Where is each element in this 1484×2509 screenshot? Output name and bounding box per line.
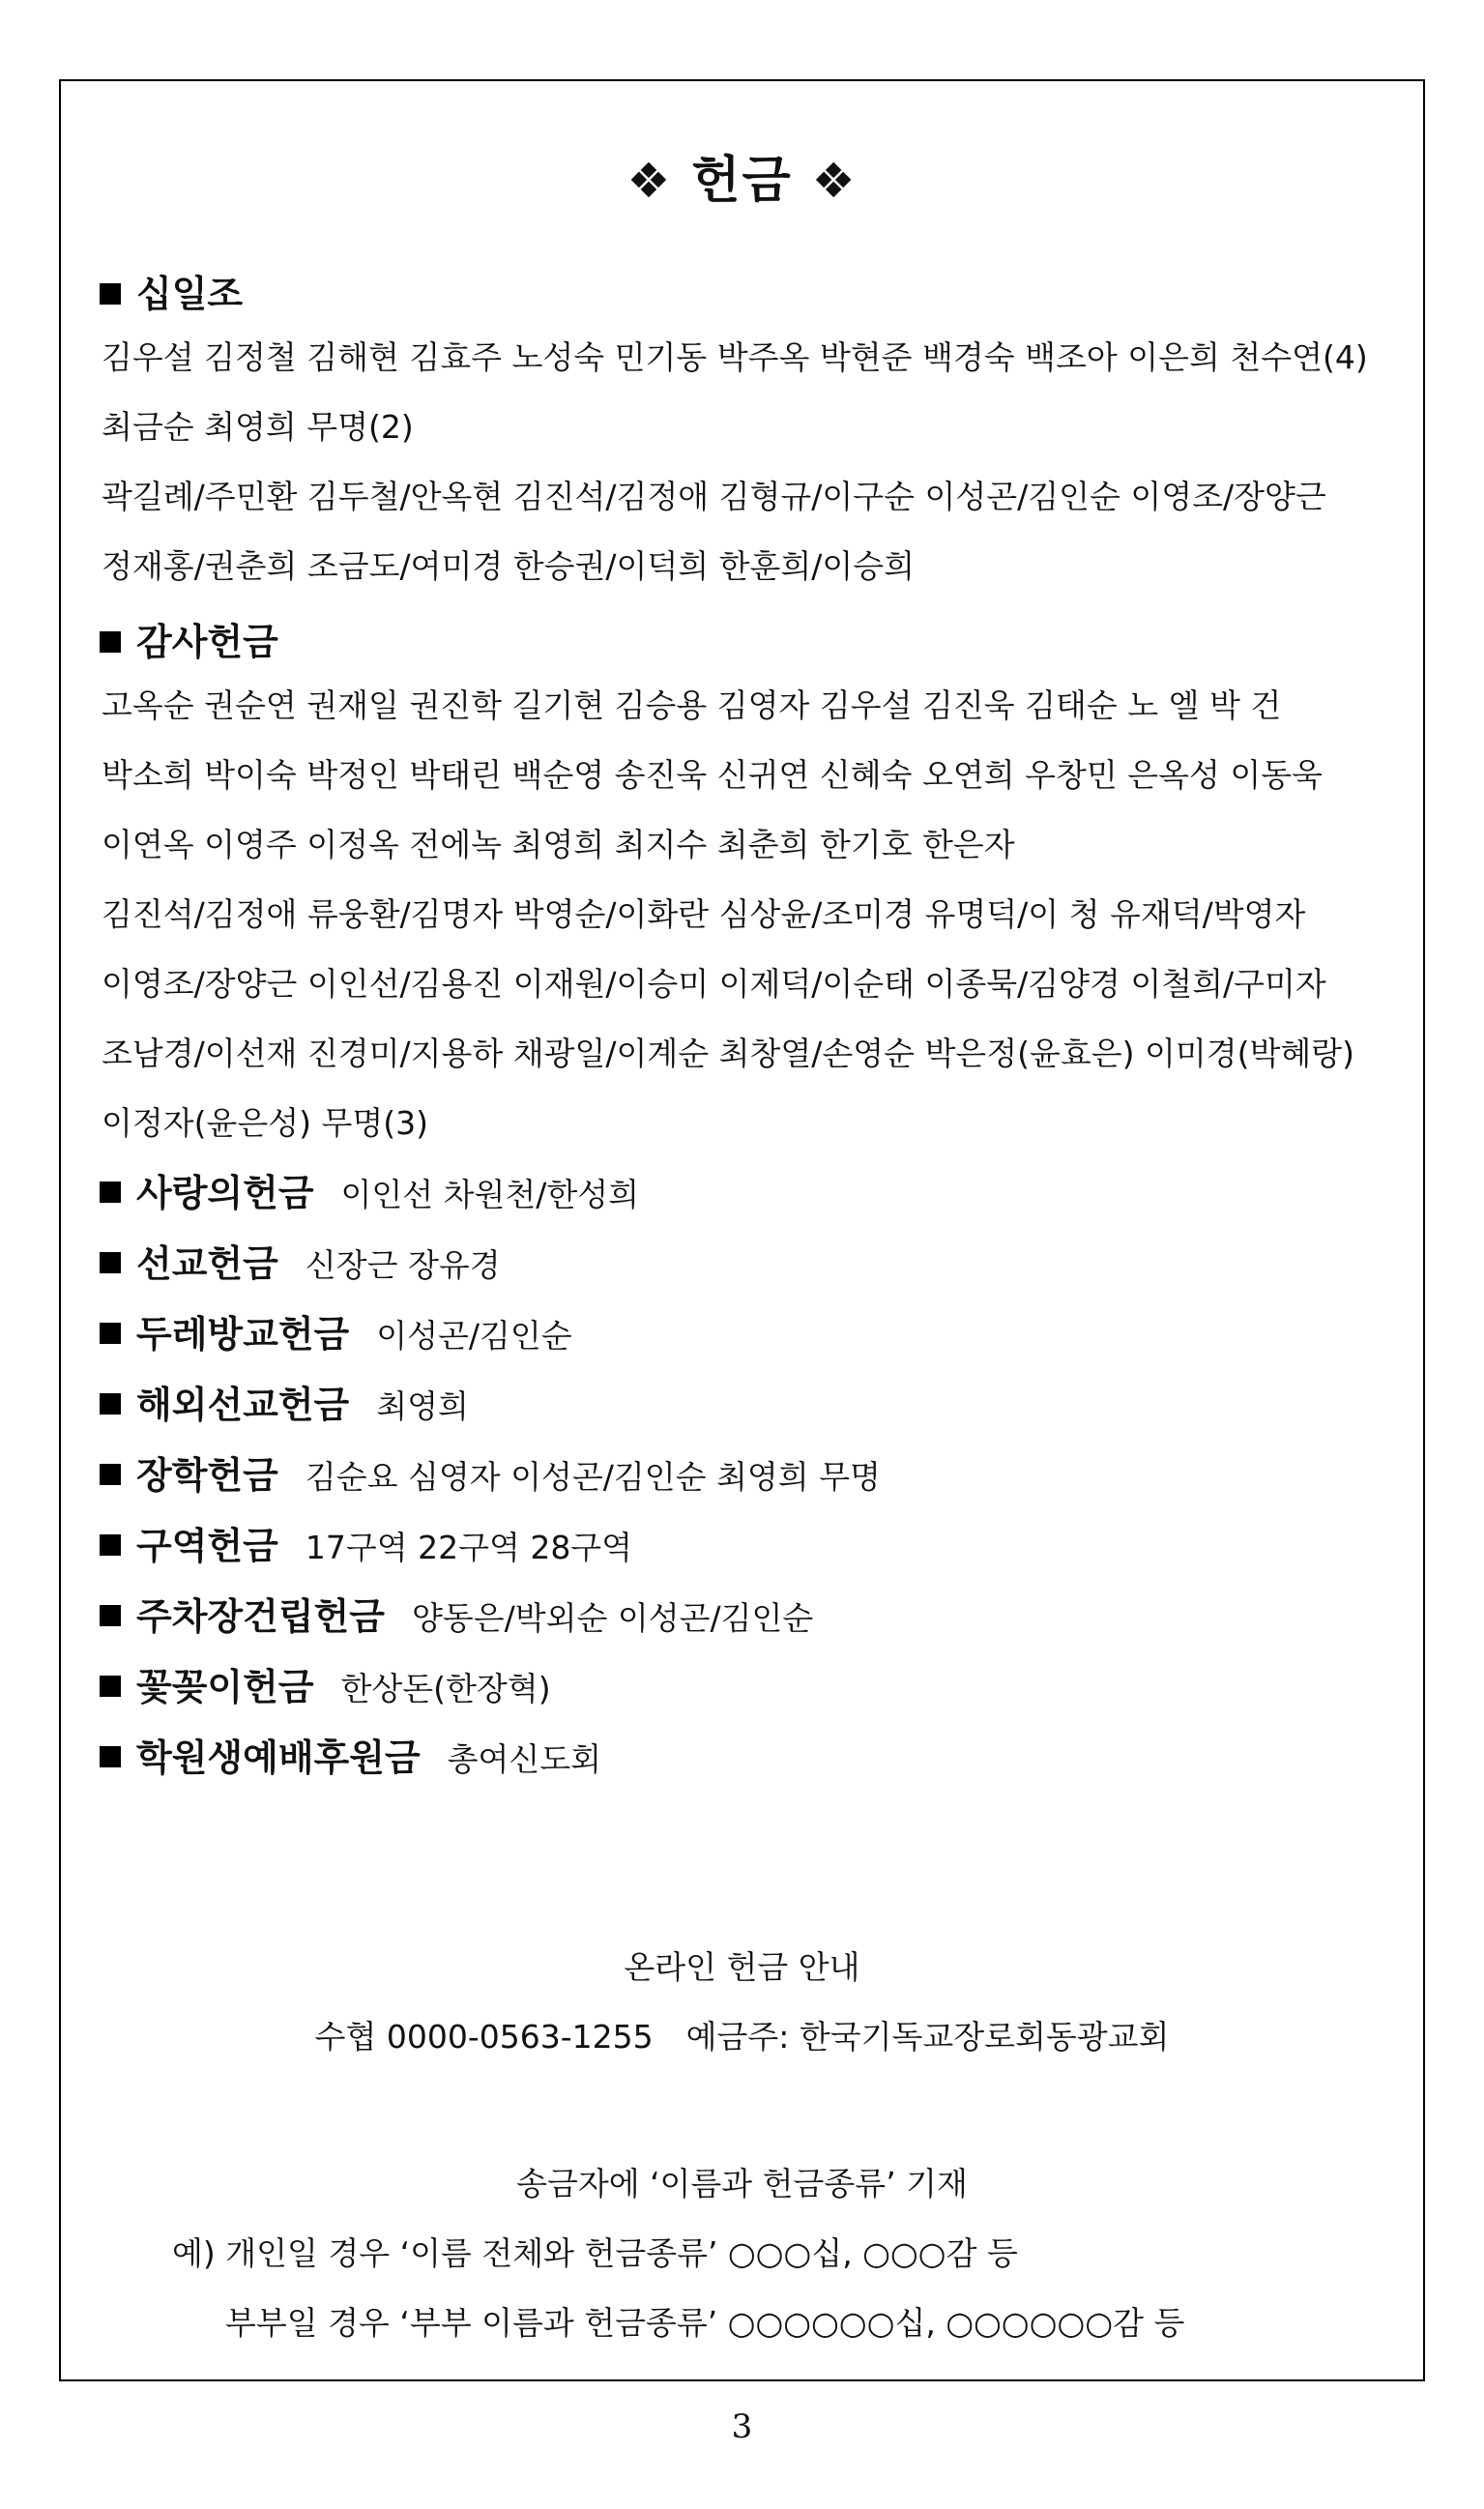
section-flower-offering [100, 1652, 1395, 1723]
thanks-donor-line: 이정자(윤은성) 무명(3) [102, 1104, 429, 1142]
square-bullet-icon [100, 631, 121, 653]
section-donors: 한상돈(한장혁) [340, 1670, 551, 1707]
tithe-donor-line: 최금순 최영희 무명(2) [102, 408, 414, 446]
example-individual: 예) 개인일 경우 ‘이름 전체와 헌금종류’ ○○○십, ○○○감 등 [172, 2234, 1018, 2272]
tithe-donor-line: 곽길례/주민환 김두철/안옥현 김진석/김정애 김형규/이구순 이성곤/김인순 이영조/장양근 [102, 478, 1326, 515]
section-label: 장학헌금 [136, 1454, 278, 1497]
square-bullet-icon [100, 1605, 121, 1626]
square-bullet-icon [100, 1534, 121, 1556]
section-label: 주차장건립헌금 [136, 1595, 385, 1638]
section-dure-offering [100, 1299, 1395, 1370]
thanks-donor-line: 이연옥 이영주 이정옥 전에녹 최영희 최지수 최춘희 한기호 한은자 [102, 826, 1015, 863]
section-love-offering [100, 1158, 1395, 1229]
diamond-ornament-icon: ❖ [811, 153, 858, 209]
section-label: 학원생예배후원금 [136, 1736, 421, 1779]
section-district-offering [100, 1511, 1395, 1582]
section-mission-offering [100, 1229, 1395, 1299]
section-label: 구역헌금 [136, 1525, 278, 1567]
section-label: 선교헌금 [136, 1242, 278, 1285]
section-scholarship-offering [100, 1441, 1395, 1511]
thanks-donor-line: 조남경/이선재 진경미/지용하 채광일/이계순 최창열/손영순 박은정(윤효은) 이미경(박혜랑) [102, 1035, 1355, 1072]
page-number: 3 [731, 2407, 753, 2446]
square-bullet-icon [100, 1393, 121, 1415]
section-label: 꽃꽂이헌금 [136, 1666, 314, 1708]
section-donors: 이인선 차원천/한성희 [340, 1176, 640, 1213]
tithe-donor-line: 김우설 김정철 김해현 김효주 노성숙 민기동 박주옥 박현준 백경숙 백조아 이은희 천수연(4) [102, 338, 1368, 376]
square-bullet-icon [100, 1464, 121, 1485]
section-heading-thanks: 감사헌금 [100, 613, 1395, 671]
square-bullet-icon [100, 283, 121, 305]
section-student-worship-support [100, 1723, 1395, 1794]
bulletin-frame [59, 79, 1425, 2381]
offering-list [100, 265, 1395, 1794]
page-title [61, 139, 1423, 212]
thanks-donor-line: 고옥순 권순연 권재일 권진학 길기현 김승용 김영자 김우설 김진욱 김태순 노 엘 박 건 [102, 686, 1282, 724]
diamond-ornament-icon: ❖ [626, 153, 673, 209]
section-donors: 17구역 22구역 28구역 [305, 1529, 633, 1566]
section-heading-tithe: 십일조 [100, 265, 1395, 323]
tithe-donor-line: 정재홍/권춘희 조금도/여미경 한승권/이덕희 한훈희/이승희 [102, 547, 916, 585]
section-overseas-mission-offering [100, 1370, 1395, 1441]
account-holder: 예금주: 한국기독교장로회동광교회 [685, 2018, 1170, 2056]
section-donors: 최영희 [376, 1387, 469, 1425]
section-donors: 신장근 장유경 [305, 1246, 501, 1284]
section-label: 해외선교헌금 [136, 1384, 350, 1426]
bank-account-number: 수협 0000-0563-1255 [314, 2018, 654, 2056]
square-bullet-icon [100, 1182, 121, 1203]
section-parking-building-offering [100, 1582, 1395, 1652]
online-offering-guide [61, 1933, 1423, 2358]
example-couple: 부부일 경우 ‘부부 이름과 헌금종류’ ○○○○○○십, ○○○○○○감 등 [225, 2304, 1185, 2342]
section-donors: 김순요 심영자 이성곤/김인순 최영희 무명 [305, 1458, 881, 1496]
title-text: 헌금 [691, 152, 793, 210]
section-donors: 이성곤/김인순 [376, 1317, 572, 1355]
thanks-donor-line: 이영조/장양근 이인선/김용진 이재원/이승미 이제덕/이순태 이종묵/김양경 이철희/구미자 [102, 965, 1326, 1003]
online-guide-title: 온라인 헌금 안내 [624, 1948, 860, 1986]
thanks-donor-line: 김진석/김정애 류웅환/김명자 박영순/이화란 심상윤/조미경 유명덕/이 청 유재덕/박영자 [102, 895, 1306, 933]
square-bullet-icon [100, 1323, 121, 1344]
thanks-donor-line: 박소희 박이숙 박정인 박태린 백순영 송진욱 신귀연 신혜숙 오연희 우창민 은옥성 이동욱 [102, 756, 1323, 794]
square-bullet-icon [100, 1746, 121, 1767]
square-bullet-icon [100, 1252, 121, 1273]
section-label: 사랑의헌금 [136, 1172, 314, 1214]
bank-account-line [61, 2002, 1423, 2072]
square-bullet-icon [100, 1676, 121, 1697]
section-donors: 양동은/박외순 이성곤/김인순 [411, 1599, 814, 1637]
remitter-note: 송금자에 ‘이름과 헌금종류’ 기재 [516, 2165, 968, 2203]
section-label: 두레방교헌금 [136, 1313, 350, 1356]
section-donors: 총여신도회 [447, 1740, 602, 1778]
